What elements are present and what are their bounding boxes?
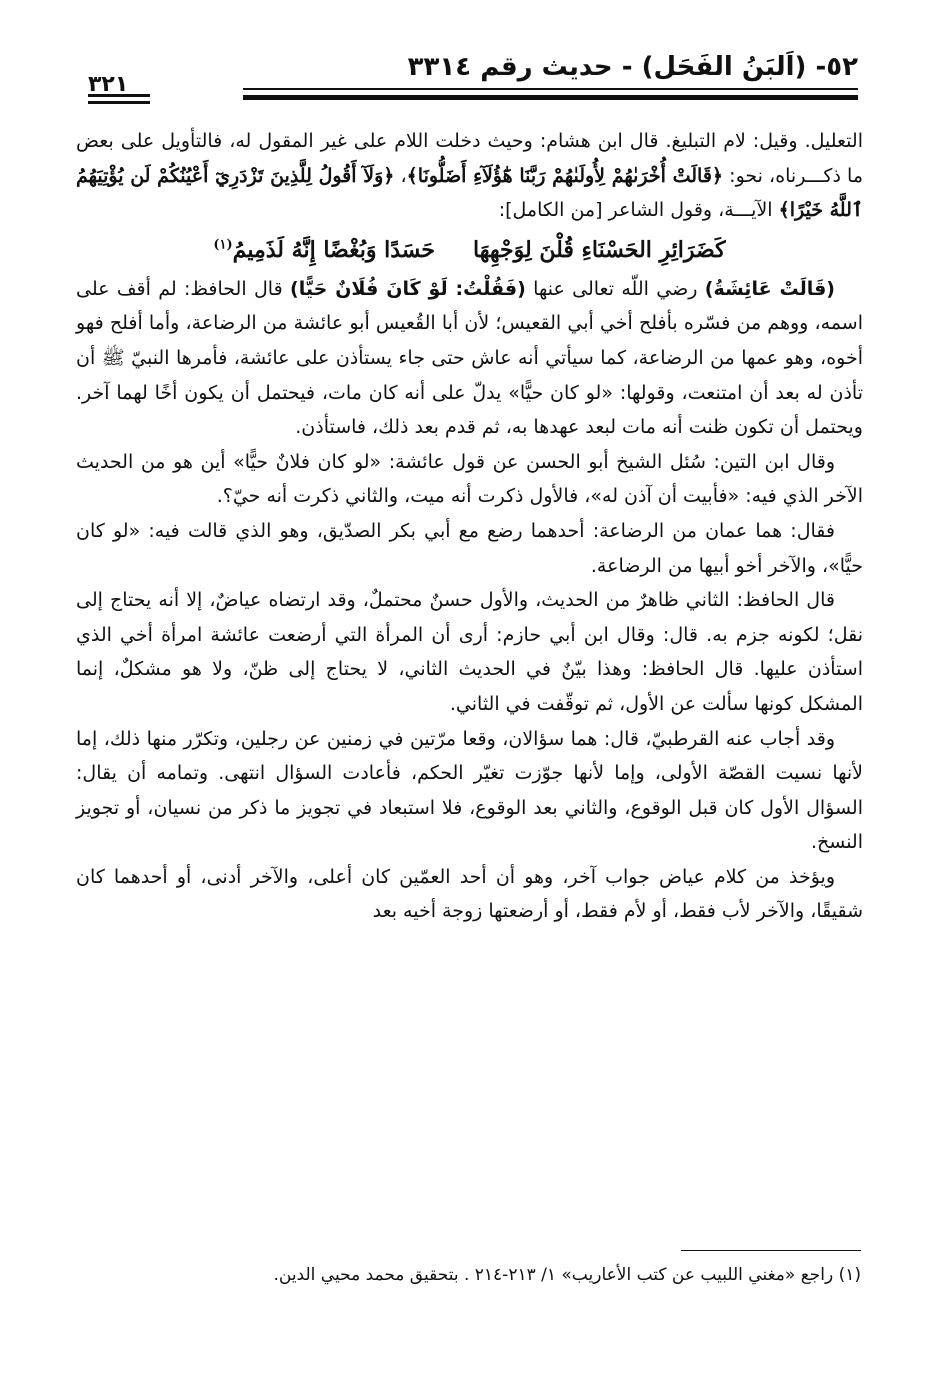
paragraph-6: وقد أجاب عنه القرطبيّ، قال: هما سؤالان، وقعا مرّتين في زمنين عن رجلين، وتكرّر منها ذلك، إما لأنها نسيت القصّة الأولى، وإما لأنها جوّزت تغيّر الحكم، فأعادت السؤال انتهى. وتمامه أن يقال: السؤال الأول كان قبل الوقوع، والثاني بعد الوقوع، فلا استبعاد في تجويز ما ذكر من نسيان، أو تجويز النسخ. bbox=[76, 727, 863, 854]
footnote-divider bbox=[681, 1250, 861, 1251]
paragraph-4: فقال: هما عمان من الرضاعة: أحدهما رضع مع أبي بكر الصدّيق، وهو الذي قالت فيه: «لو كان حيًّا»، والآخر أخو أبيها من الرضاعة. bbox=[76, 519, 863, 577]
footnote-marker: (١) bbox=[213, 237, 233, 253]
quran-quote-1: ﴿قَالَتْ أُخْرَىٰهُمْ لِأُولَىٰهُمْ رَبَّنَا هَٰٓؤُلَآءِ أَضَلُّونَا﴾ bbox=[406, 164, 724, 187]
header-rule-thin bbox=[243, 88, 858, 90]
paragraph-2: (قَالَتْ عَائِشَةُ) رضي اللّه تعالى عنها (فَقُلْتُ: لَوْ كَانَ فُلَانٌ حَيًّا) قال الحافظ: لم أقف على اسمه، ووهم من فسّره بأفلح أخي أبي القعيس؛ لأن أبا القُعيس أبو عائشة من الرضاعة، وأما أفلح فهو أخوه، وهو عمها من الرضاعة، كما سيأتي أنه عاش حتى جاء يستأذن على عائشة، فأمرها النبيّ ﷺ أن تأذن له بعد أن امتنعت، وقولها: «لو كان حيًّا» يدلّ على أنه كان مات، فيحتمل أن يكون أخًا لهما آخر. ويحتمل أن تكون ظنت أنه مات لبعد عهدها به، ثم قدم بعد ذلك، فاستأذن. bbox=[76, 277, 863, 439]
page-number-rule-1 bbox=[88, 94, 150, 97]
page-header bbox=[88, 48, 858, 108]
verse-hemistich-2: حَسَدًا وَبُغْضًا إِنَّهُ لَذَمِيمُ bbox=[232, 236, 436, 263]
footnote: (١) راجع «مغني اللبيب عن كتب الأعاريب» ١/ ٢١٣-٢١٤ . بتحقيق محمد محيي الدين. bbox=[273, 1265, 861, 1285]
verse-hemistich-1: كَضَرَائِرِ الحَسْنَاءِ قُلْنَ لِوَجْهِهَا bbox=[473, 236, 726, 263]
page-number-rule-2 bbox=[88, 101, 150, 104]
paragraph-5: قال الحافظ: الثاني ظاهرٌ من الحديث، والأول حسنٌ محتملٌ، وقد ارتضاه عياضٌ، إلا أنه يحتاج إلى نقل؛ لكونه جزم به. قال: وقال ابن أبي حازم: أرى أن المرأة التي أرضعت عائشة امرأة أخي الذي استأذن عليها. قال الحافظ: وهذا بيّنٌ في الحديث الثاني، لا يحتاج إلى ظنّ، ولا هو مشكلٌ، إنما المشكل كونها سألت عن الأول، ثم توقّفت في الثاني. bbox=[76, 589, 863, 715]
page-number: ٣٢١ bbox=[88, 72, 129, 97]
header-rule-thick bbox=[243, 95, 858, 100]
hadith-phrase-2: (فَقُلْتُ: لَوْ كَانَ فُلَانٌ حَيًّا) bbox=[290, 277, 526, 300]
main-text bbox=[76, 124, 863, 929]
quran-quote-2: ﴿وَلَآ أَقُولُ لِلَّذِينَ تَزْدَرِيٓ أَعْيُنُكُمْ لَن يُؤْتِيَهُمُ ٱللَّهُ خَيْرًا﴾ bbox=[76, 164, 863, 222]
paragraph-7: ويؤخذ من كلام عياض جواب آخر، وهو أن أحد العمّين كان أعلى، والآخر أدنى، أو أحدهما كان شقيقًا، والآخر لأب فقط، أو لأم فقط، أو أرضعتها زوجة أخيه بعد bbox=[76, 865, 863, 923]
chapter-title: ٥٢- (اَلبَنُ الفَحَل) - حديث رقم ٣٣١٤ bbox=[407, 52, 858, 82]
poetry-verse bbox=[76, 228, 863, 272]
paragraph-3: وقال ابن التين: سُئل الشيخ أبو الحسن عن قول عائشة: «لو كان فلانٌ حيًّا» أين هو من الحديث الآخر الذي فيه: «فأبيت أن آذن له»، فالأول ذكرت أنه ميت، والثاني ذكرت أنه حيّ؟. bbox=[76, 450, 863, 508]
paragraph-1: التعليل. وقيل: لام التبليغ. قال ابن هشام: وحيث دخلت اللام على غير المقول له، فالتأويل على بعض ما ذكـــرناه، نحو: ﴿قَالَتْ أُخْرَىٰهُمْ لِأُولَىٰهُمْ رَبَّنَا هَٰٓؤُلَآءِ أَضَلُّونَا﴾، ﴿وَلَآ أَقُولُ لِلَّذِينَ تَزْدَرِيٓ أَعْيُنُكُمْ لَن يُؤْتِيَهُمُ ٱللَّهُ خَيْرًا﴾ الآيـــة، وقول الشاعر [من الكامل]: bbox=[76, 130, 863, 222]
hadith-phrase-1: (قَالَتْ عَائِشَةُ) bbox=[704, 277, 835, 300]
